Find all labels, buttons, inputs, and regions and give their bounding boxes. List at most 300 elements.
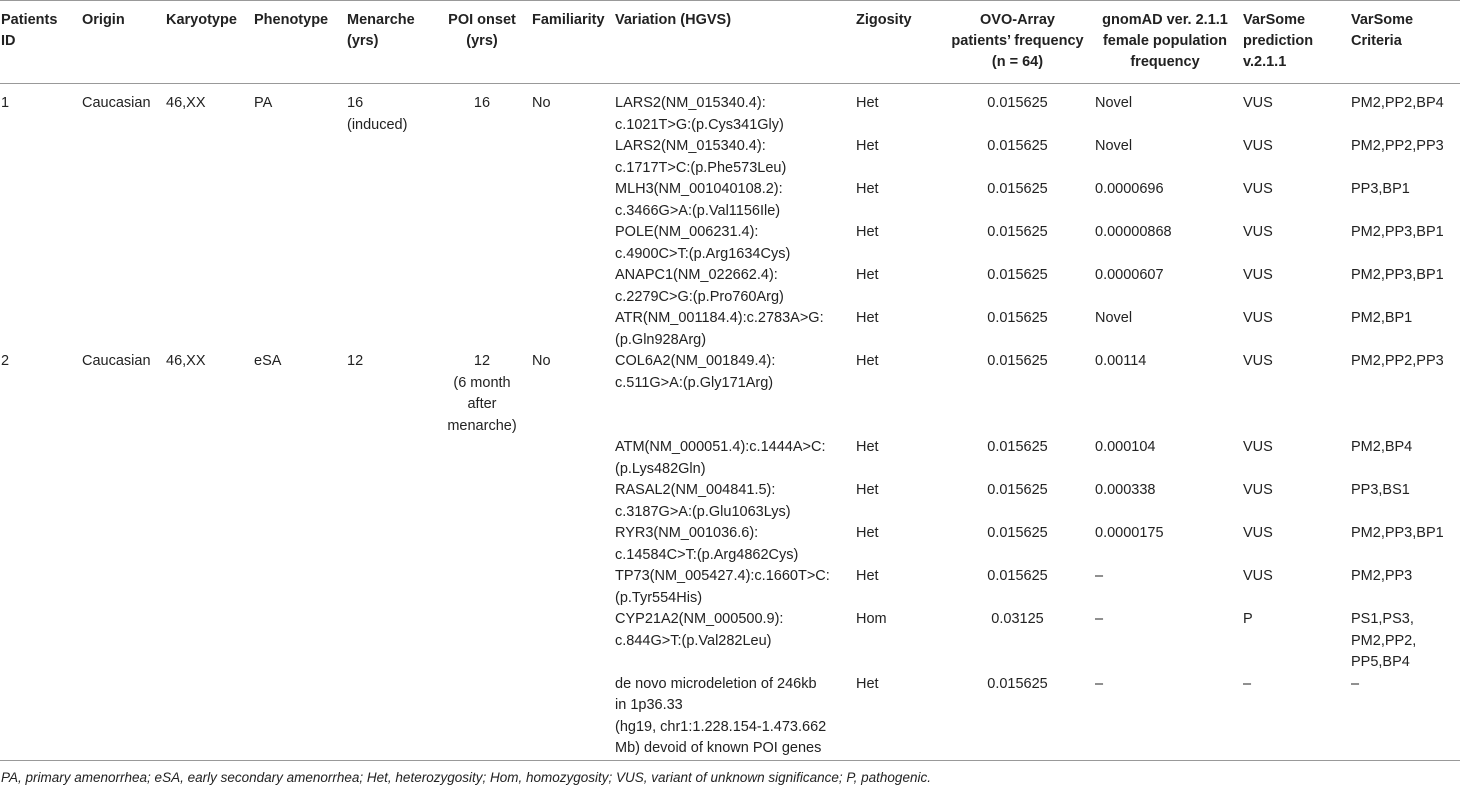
- varsome-criteria-text: –: [1351, 675, 1360, 692]
- cell-karyotype: [162, 480, 250, 523]
- cell-gnomad-frequency: [1091, 480, 1239, 523]
- cell-familiarity: [528, 351, 611, 437]
- cell-familiarity: [528, 437, 611, 480]
- table-row: [0, 84, 1460, 137]
- varsome-prediction-text: VUS: [1243, 224, 1273, 240]
- gnomad-frequency-text: –: [1095, 568, 1104, 584]
- poi-onset-text: 16: [473, 95, 491, 111]
- cell-patient-id: [0, 265, 78, 308]
- cell-zigosity: [852, 480, 944, 523]
- variation-text: de novo microdeletion of 246kb: [615, 675, 817, 692]
- ovo-frequency-text: 0.015625: [987, 310, 1048, 326]
- cell-variation: [611, 566, 852, 609]
- ovo-frequency-text: 0.015625: [987, 353, 1048, 369]
- cell-poi-onset: [436, 609, 528, 674]
- cell-gnomad-frequency: [1091, 136, 1239, 179]
- table-row: [0, 265, 1460, 308]
- ovo-frequency-text: 0.015625: [987, 568, 1048, 584]
- cell-origin: [78, 265, 162, 308]
- cell-zigosity: [852, 523, 944, 566]
- varsome-prediction-text: P: [1243, 611, 1253, 627]
- varsome-prediction-text: VUS: [1243, 353, 1273, 369]
- table-footnote: PA, primary amenorrhea; eSA, early secondary amenorrhea; Het, heterozygosity; Hom, homozygosity; VUS, variant of unknown significance; P, pathogenic.: [1, 769, 931, 785]
- cell-varsome-criteria: [1347, 351, 1460, 437]
- cell-poi-onset: [436, 308, 528, 351]
- cell-varsome-criteria: [1347, 136, 1460, 179]
- cell-zigosity: [852, 136, 944, 179]
- cell-menarche: [343, 222, 436, 265]
- table-row: [0, 351, 1460, 437]
- cell-varsome-prediction: [1239, 265, 1347, 308]
- zigosity-text: Hom: [856, 611, 887, 627]
- cell-varsome-prediction: [1239, 437, 1347, 480]
- varsome-prediction-text: VUS: [1243, 525, 1273, 541]
- cell-familiarity: [528, 136, 611, 179]
- cell-variation: [611, 84, 852, 137]
- gnomad-frequency-text: 0.0000696: [1095, 181, 1164, 197]
- cell-familiarity: [528, 84, 611, 137]
- cell-origin: [78, 136, 162, 179]
- variation-text: (p.Lys482Gln): [615, 460, 706, 477]
- table-row: [0, 609, 1460, 674]
- cell-karyotype: [162, 351, 250, 437]
- patient-id-text: 1: [1, 95, 10, 111]
- variation-text: c.2279C>G:(p.Pro760Arg): [615, 288, 784, 305]
- cell-zigosity: [852, 351, 944, 437]
- varsome-prediction-text: –: [1243, 675, 1252, 692]
- cell-varsome-criteria: [1347, 437, 1460, 480]
- cell-karyotype: [162, 222, 250, 265]
- zigosity-text: Het: [856, 482, 879, 498]
- header-row: [0, 1, 1460, 84]
- cell-varsome-criteria: [1347, 609, 1460, 674]
- cell-origin: [78, 351, 162, 437]
- cell-karyotype: [162, 566, 250, 609]
- cell-ovo-frequency: [944, 136, 1091, 179]
- cell-phenotype: [250, 179, 343, 222]
- header-text-line: OVO-Array: [980, 12, 1055, 28]
- ovo-frequency-text: 0.015625: [987, 95, 1048, 111]
- gnomad-frequency-text: 0.000338: [1095, 482, 1156, 498]
- cell-zigosity: [852, 222, 944, 265]
- phenotype-text: eSA: [254, 353, 282, 369]
- cell-menarche: [343, 265, 436, 308]
- poi-onset-text: menarche): [447, 417, 517, 434]
- cell-poi-onset: [436, 351, 528, 437]
- cell-varsome-criteria: [1347, 523, 1460, 566]
- variation-text: ANAPC1(NM_022662.4):: [615, 267, 778, 283]
- cell-poi-onset: [436, 523, 528, 566]
- varsome-criteria-text: PS1,PS3,: [1351, 611, 1414, 627]
- cell-poi-onset: [436, 222, 528, 265]
- cell-varsome-criteria: [1347, 179, 1460, 222]
- familiarity-text: No: [532, 95, 551, 111]
- cell-variation: [611, 480, 852, 523]
- variation-text: ATR(NM_001184.4):c.2783A>G:: [615, 310, 824, 326]
- cell-ovo-frequency: [944, 265, 1091, 308]
- table-row: [0, 480, 1460, 523]
- cell-poi-onset: [436, 437, 528, 480]
- cell-varsome-prediction: [1239, 351, 1347, 437]
- karyotype-text: 46,XX: [166, 353, 206, 369]
- varsome-prediction-text: VUS: [1243, 439, 1273, 455]
- header-patients-id: [0, 1, 78, 84]
- varsome-prediction-text: VUS: [1243, 95, 1273, 111]
- ovo-frequency-text: 0.03125: [991, 611, 1044, 627]
- cell-familiarity: [528, 222, 611, 265]
- header-text-line: Criteria: [1351, 33, 1402, 49]
- varsome-criteria-text: PM2,PP3: [1351, 568, 1413, 584]
- cell-gnomad-frequency: [1091, 674, 1239, 761]
- header-text-line: frequency: [1130, 54, 1200, 70]
- header-familiarity: [528, 1, 611, 84]
- header-zigosity: [852, 1, 944, 84]
- poi-onset-text: 12: [473, 353, 491, 369]
- header-text-line: Zigosity: [856, 12, 912, 28]
- cell-phenotype: [250, 609, 343, 674]
- variation-text: ATM(NM_000051.4):c.1444A>C:: [615, 439, 826, 455]
- cell-gnomad-frequency: [1091, 265, 1239, 308]
- cell-variation: [611, 674, 852, 761]
- header-gnomad-frequency: [1091, 1, 1239, 84]
- gnomad-frequency-text: 0.0000607: [1095, 267, 1164, 283]
- cell-phenotype: [250, 265, 343, 308]
- cell-patient-id: [0, 674, 78, 761]
- cell-gnomad-frequency: [1091, 351, 1239, 437]
- table-row: [0, 566, 1460, 609]
- zigosity-text: Het: [856, 267, 879, 283]
- cell-ovo-frequency: [944, 84, 1091, 137]
- cell-karyotype: [162, 609, 250, 674]
- cell-variation: [611, 222, 852, 265]
- cell-karyotype: [162, 84, 250, 137]
- table-row: [0, 523, 1460, 566]
- familiarity-text: No: [532, 353, 551, 369]
- cell-karyotype: [162, 265, 250, 308]
- variation-text: (p.Tyr554His): [615, 589, 703, 606]
- table-row: [0, 308, 1460, 351]
- header-variation: [611, 1, 852, 84]
- varsome-prediction-text: VUS: [1243, 267, 1273, 283]
- ovo-frequency-text: 0.015625: [987, 525, 1048, 541]
- zigosity-text: Het: [856, 353, 879, 369]
- cell-ovo-frequency: [944, 179, 1091, 222]
- cell-variation: [611, 179, 852, 222]
- header-text-line: patients’ frequency: [951, 33, 1084, 49]
- gnomad-frequency-text: Novel: [1095, 310, 1133, 326]
- cell-patient-id: [0, 566, 78, 609]
- cell-phenotype: [250, 84, 343, 137]
- header-phenotype: [250, 1, 343, 84]
- variation-text: RASAL2(NM_004841.5):: [615, 482, 776, 498]
- variation-text: c.3187G>A:(p.Glu1063Lys): [615, 503, 791, 520]
- cell-poi-onset: [436, 179, 528, 222]
- header-karyotype: [162, 1, 250, 84]
- varsome-criteria-text: PM2,PP2,PP3: [1351, 353, 1444, 369]
- variation-text: c.4900C>T:(p.Arg1634Cys): [615, 245, 791, 262]
- cell-gnomad-frequency: [1091, 222, 1239, 265]
- cell-varsome-prediction: [1239, 523, 1347, 566]
- varsome-prediction-text: VUS: [1243, 482, 1273, 498]
- zigosity-text: Het: [856, 675, 879, 692]
- cell-varsome-prediction: [1239, 480, 1347, 523]
- varsome-criteria-text: PM2,PP2,PP3: [1351, 138, 1444, 154]
- cell-varsome-criteria: [1347, 566, 1460, 609]
- header-text-line: Menarche: [347, 12, 415, 28]
- cell-menarche: [343, 609, 436, 674]
- poi-onset-text: (6 month: [453, 374, 511, 391]
- table-header: [0, 1, 1460, 84]
- cell-menarche: [343, 437, 436, 480]
- header-origin: [78, 1, 162, 84]
- cell-varsome-criteria: [1347, 84, 1460, 137]
- cell-poi-onset: [436, 136, 528, 179]
- ovo-frequency-text: 0.015625: [987, 267, 1048, 283]
- cell-varsome-criteria: [1347, 674, 1460, 761]
- cell-variation: [611, 523, 852, 566]
- cell-phenotype: [250, 136, 343, 179]
- cell-gnomad-frequency: [1091, 437, 1239, 480]
- patient-id-text: 2: [1, 353, 10, 369]
- ovo-frequency-text: 0.015625: [987, 138, 1048, 154]
- cell-phenotype: [250, 308, 343, 351]
- header-menarche: [343, 1, 436, 84]
- variation-text: (hg19, chr1:1.228.154-1.473.662: [615, 718, 827, 735]
- cell-phenotype: [250, 674, 343, 761]
- cell-menarche: [343, 566, 436, 609]
- variation-text: LARS2(NM_015340.4):: [615, 138, 766, 154]
- variation-text: POLE(NM_006231.4):: [615, 224, 759, 240]
- cell-zigosity: [852, 609, 944, 674]
- table-body: [0, 84, 1460, 761]
- cell-variation: [611, 265, 852, 308]
- varsome-prediction-text: VUS: [1243, 568, 1273, 584]
- cell-origin: [78, 84, 162, 137]
- zigosity-text: Het: [856, 224, 879, 240]
- variation-text: LARS2(NM_015340.4):: [615, 95, 766, 111]
- header-text-line: gnomAD ver. 2.1.1: [1102, 12, 1228, 28]
- cell-varsome-prediction: [1239, 308, 1347, 351]
- cell-menarche: [343, 674, 436, 761]
- variation-text: c.1021T>G:(p.Cys341Gly): [615, 116, 784, 133]
- cell-familiarity: [528, 265, 611, 308]
- cell-ovo-frequency: [944, 609, 1091, 674]
- cell-ovo-frequency: [944, 566, 1091, 609]
- header-poi-onset: [436, 1, 528, 84]
- cell-phenotype: [250, 222, 343, 265]
- cell-varsome-criteria: [1347, 308, 1460, 351]
- cell-familiarity: [528, 609, 611, 674]
- cell-ovo-frequency: [944, 480, 1091, 523]
- header-text-line: Patients: [1, 12, 58, 28]
- header-text-line: (yrs): [347, 33, 379, 49]
- zigosity-text: Het: [856, 138, 879, 154]
- table-row: [0, 674, 1460, 761]
- cell-menarche: [343, 84, 436, 137]
- cell-origin: [78, 308, 162, 351]
- cell-variation: [611, 609, 852, 674]
- header-ovo-frequency: [944, 1, 1091, 84]
- cell-variation: [611, 136, 852, 179]
- cell-patient-id: [0, 136, 78, 179]
- cell-ovo-frequency: [944, 523, 1091, 566]
- ovo-frequency-text: 0.015625: [987, 675, 1048, 692]
- variation-text: RYR3(NM_001036.6):: [615, 525, 759, 541]
- variation-text: c.1717T>C:(p.Phe573Leu): [615, 159, 787, 176]
- cell-poi-onset: [436, 265, 528, 308]
- header-varsome-prediction: [1239, 1, 1347, 84]
- cell-familiarity: [528, 308, 611, 351]
- cell-zigosity: [852, 179, 944, 222]
- header-text-line: Familiarity: [532, 12, 605, 28]
- cell-karyotype: [162, 179, 250, 222]
- variation-text: in 1p36.33: [615, 697, 683, 713]
- ovo-frequency-text: 0.015625: [987, 224, 1048, 240]
- cell-patient-id: [0, 222, 78, 265]
- cell-varsome-prediction: [1239, 222, 1347, 265]
- header-text-line: POI onset: [448, 12, 516, 28]
- menarche-text: (induced): [347, 116, 408, 133]
- poi-onset-text: after: [467, 396, 497, 412]
- cell-zigosity: [852, 84, 944, 137]
- header-text-line: Phenotype: [254, 12, 329, 28]
- variation-text: c.14584C>T:(p.Arg4862Cys): [615, 546, 799, 563]
- cell-menarche: [343, 480, 436, 523]
- cell-origin: [78, 437, 162, 480]
- cell-varsome-criteria: [1347, 222, 1460, 265]
- cell-origin: [78, 222, 162, 265]
- varsome-prediction-text: VUS: [1243, 181, 1273, 197]
- cell-gnomad-frequency: [1091, 566, 1239, 609]
- zigosity-text: Het: [856, 568, 879, 584]
- cell-patient-id: [0, 480, 78, 523]
- varsome-criteria-text: PM2,BP1: [1351, 310, 1413, 326]
- cell-varsome-criteria: [1347, 265, 1460, 308]
- menarche-text: 12: [347, 353, 364, 369]
- header-text-line: Karyotype: [166, 12, 237, 28]
- cell-gnomad-frequency: [1091, 523, 1239, 566]
- variation-text: CYP21A2(NM_000500.9):: [615, 611, 784, 627]
- cell-poi-onset: [436, 674, 528, 761]
- cell-poi-onset: [436, 84, 528, 137]
- table-row: [0, 222, 1460, 265]
- cell-ovo-frequency: [944, 437, 1091, 480]
- cell-poi-onset: [436, 566, 528, 609]
- cell-patient-id: [0, 84, 78, 137]
- cell-varsome-prediction: [1239, 84, 1347, 137]
- gnomad-frequency-text: 0.0000175: [1095, 525, 1164, 541]
- cell-phenotype: [250, 523, 343, 566]
- cell-menarche: [343, 351, 436, 437]
- cell-familiarity: [528, 566, 611, 609]
- header-text-line: prediction: [1243, 33, 1314, 49]
- cell-zigosity: [852, 437, 944, 480]
- cell-varsome-prediction: [1239, 566, 1347, 609]
- cell-menarche: [343, 308, 436, 351]
- cell-origin: [78, 523, 162, 566]
- cell-familiarity: [528, 674, 611, 761]
- karyotype-text: 46,XX: [166, 95, 206, 111]
- cell-karyotype: [162, 674, 250, 761]
- variation-text: COL6A2(NM_001849.4):: [615, 353, 776, 369]
- cell-poi-onset: [436, 480, 528, 523]
- gnomad-frequency-text: –: [1095, 675, 1104, 692]
- cell-phenotype: [250, 566, 343, 609]
- header-text-line: Origin: [82, 12, 125, 28]
- header-varsome-criteria: [1347, 1, 1460, 84]
- header-text-line: female population: [1102, 33, 1228, 49]
- header-text-line: (n = 64): [991, 54, 1044, 70]
- gnomad-frequency-text: 0.00000868: [1095, 224, 1172, 240]
- cell-variation: [611, 308, 852, 351]
- cell-varsome-prediction: [1239, 136, 1347, 179]
- header-text-line: v.2.1.1: [1243, 54, 1287, 70]
- variation-text: c.3466G>A:(p.Val1156Ile): [615, 202, 781, 219]
- cell-gnomad-frequency: [1091, 84, 1239, 137]
- varsome-prediction-text: VUS: [1243, 310, 1273, 326]
- varsome-criteria-text: PM2,BP4: [1351, 439, 1413, 455]
- varsome-criteria-text: PP3,BP1: [1351, 181, 1410, 197]
- cell-familiarity: [528, 523, 611, 566]
- table-row: [0, 437, 1460, 480]
- menarche-text: 16: [347, 95, 364, 111]
- gnomad-frequency-text: Novel: [1095, 138, 1133, 154]
- cell-zigosity: [852, 566, 944, 609]
- origin-text: Caucasian: [82, 95, 151, 111]
- zigosity-text: Het: [856, 310, 879, 326]
- cell-patient-id: [0, 308, 78, 351]
- cell-ovo-frequency: [944, 308, 1091, 351]
- cell-karyotype: [162, 523, 250, 566]
- gnomad-frequency-text: Novel: [1095, 95, 1133, 111]
- cell-varsome-criteria: [1347, 480, 1460, 523]
- variation-text: (p.Gln928Arg): [615, 331, 707, 348]
- cell-karyotype: [162, 308, 250, 351]
- cell-origin: [78, 566, 162, 609]
- cell-ovo-frequency: [944, 222, 1091, 265]
- header-text-line: VarSome: [1351, 12, 1414, 28]
- cell-origin: [78, 609, 162, 674]
- cell-gnomad-frequency: [1091, 308, 1239, 351]
- cell-zigosity: [852, 265, 944, 308]
- cell-karyotype: [162, 437, 250, 480]
- phenotype-text: PA: [254, 95, 273, 111]
- ovo-frequency-text: 0.015625: [987, 482, 1048, 498]
- header-text-line: ID: [1, 33, 16, 49]
- gnomad-frequency-text: 0.00114: [1095, 353, 1147, 369]
- variation-text: MLH3(NM_001040108.2):: [615, 181, 783, 197]
- variation-text: c.511G>A:(p.Gly171Arg): [615, 374, 774, 391]
- cell-karyotype: [162, 136, 250, 179]
- cell-familiarity: [528, 480, 611, 523]
- varsome-criteria-text: PM2,PP2,: [1351, 632, 1417, 649]
- varsome-criteria-text: PM2,PP3,BP1: [1351, 224, 1444, 240]
- gnomad-frequency-text: –: [1095, 611, 1104, 627]
- variation-text: Mb) devoid of known POI genes: [615, 740, 822, 756]
- cell-phenotype: [250, 480, 343, 523]
- variation-text: TP73(NM_005427.4):c.1660T>C:: [615, 568, 830, 584]
- cell-familiarity: [528, 179, 611, 222]
- cell-varsome-prediction: [1239, 179, 1347, 222]
- variation-text: c.844G>T:(p.Val282Leu): [615, 632, 772, 649]
- cell-zigosity: [852, 308, 944, 351]
- varsome-criteria-text: PP5,BP4: [1351, 654, 1410, 670]
- cell-ovo-frequency: [944, 674, 1091, 761]
- cell-patient-id: [0, 351, 78, 437]
- cell-phenotype: [250, 351, 343, 437]
- origin-text: Caucasian: [82, 353, 151, 369]
- varsome-criteria-text: PM2,PP2,BP4: [1351, 95, 1444, 111]
